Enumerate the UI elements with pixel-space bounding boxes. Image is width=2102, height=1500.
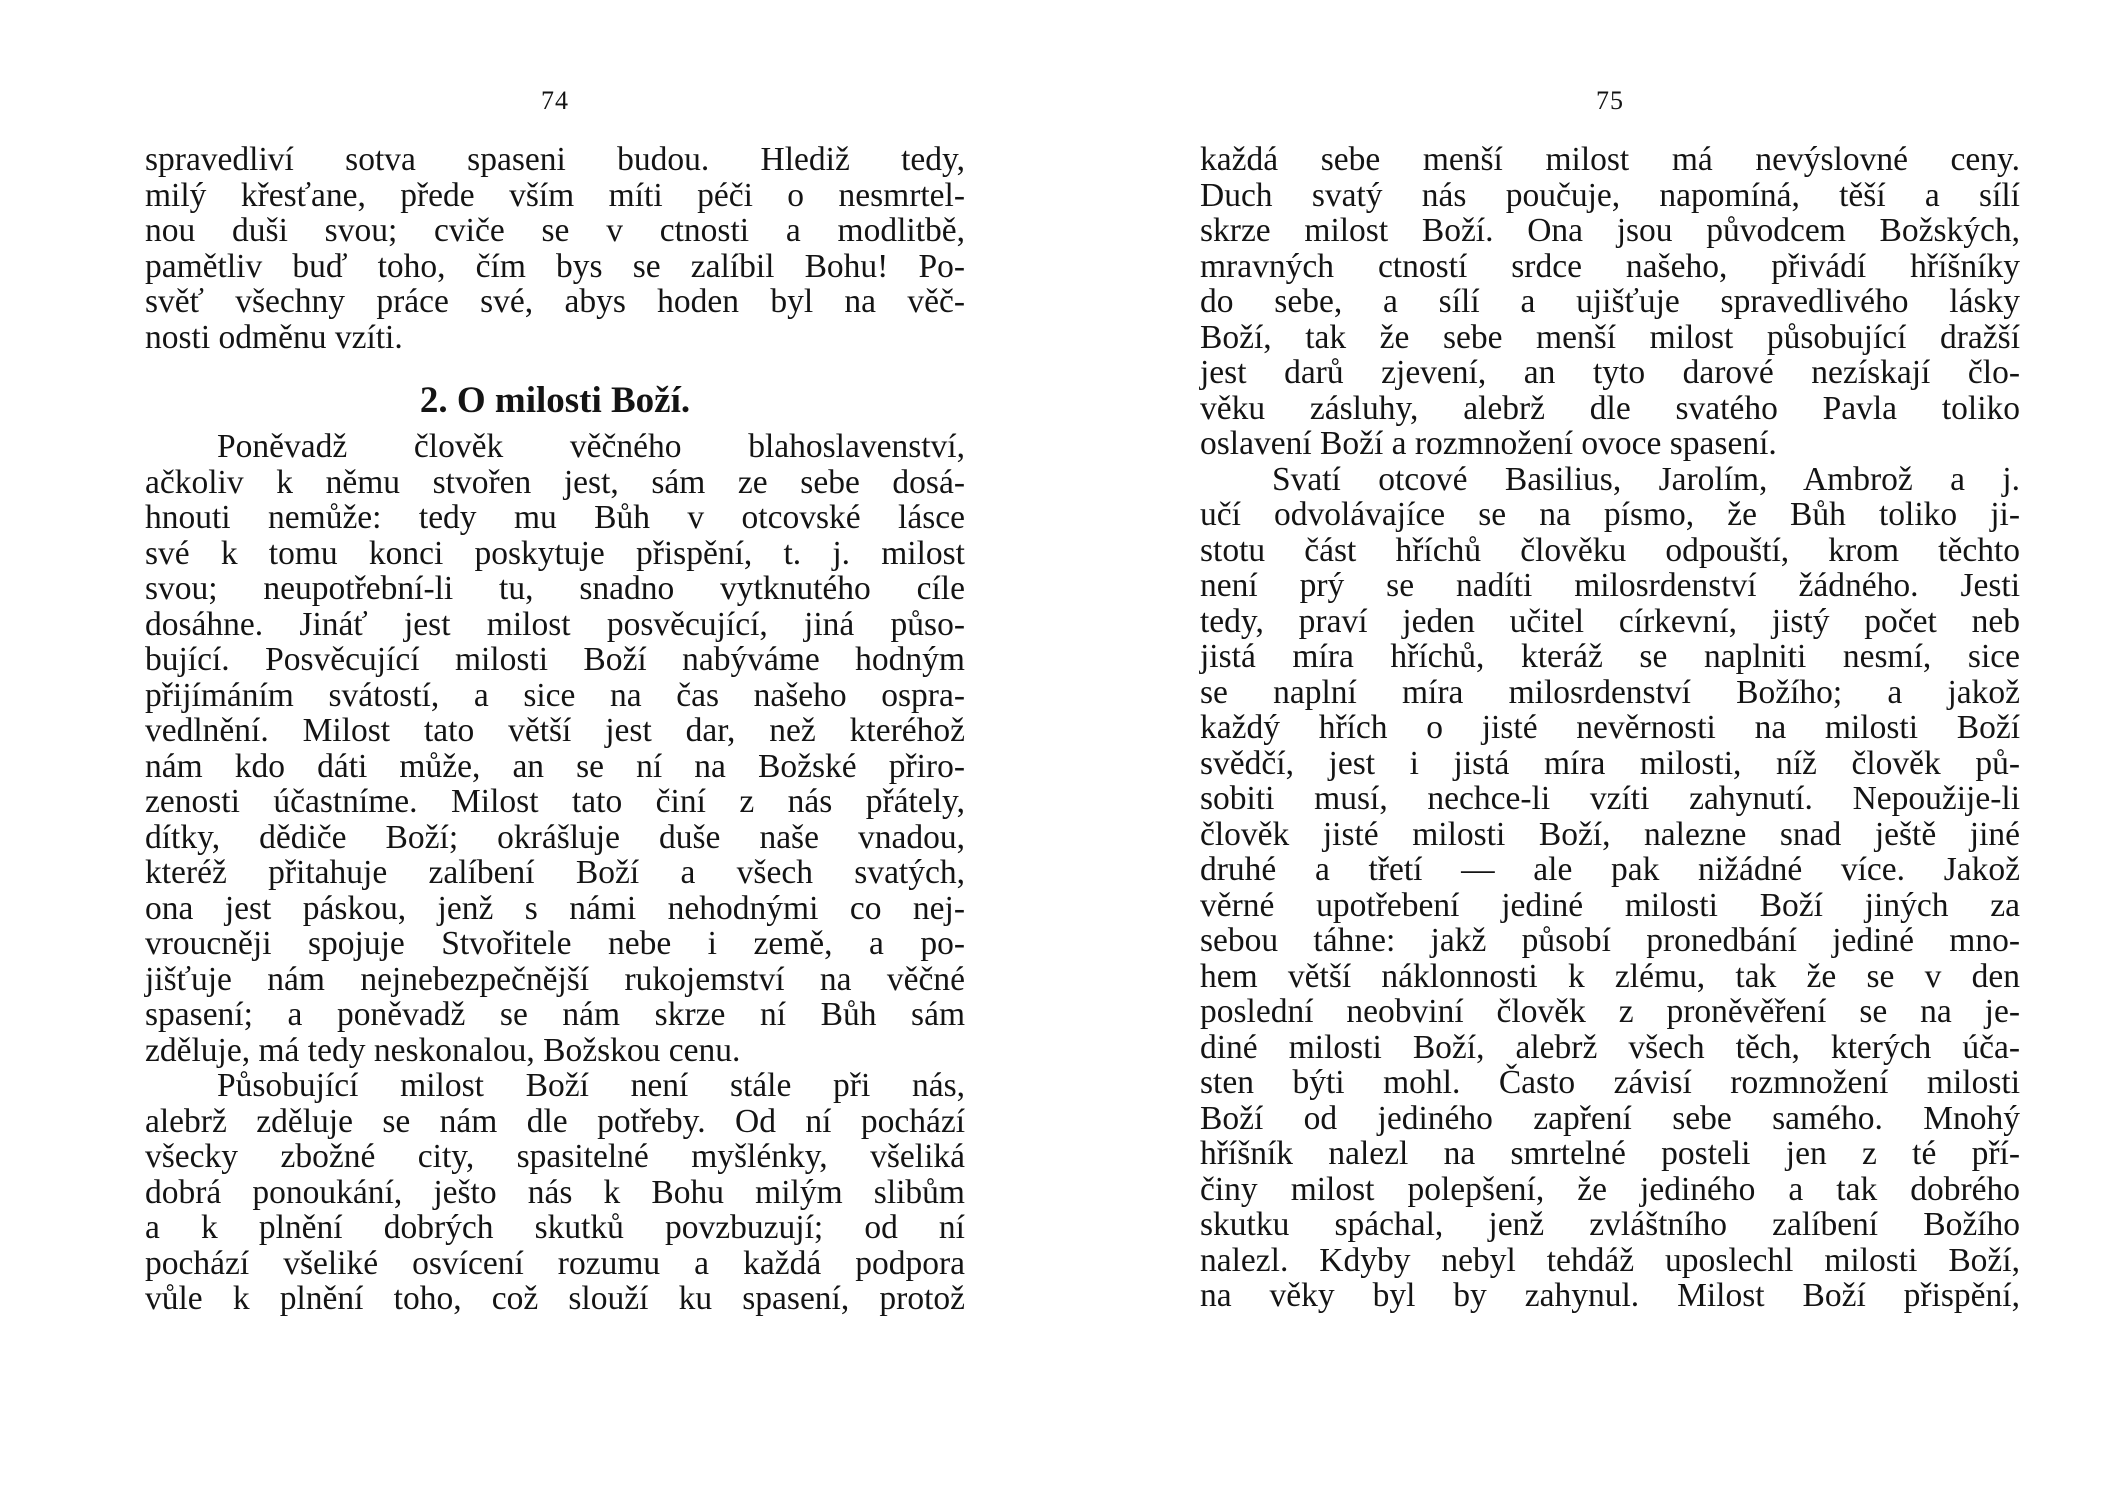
page-number: 75 [1596,86,1624,115]
text-line: nosti odměnu vzíti. [145,318,403,356]
text-line: dosáhne. Jináť jest milost posvěcující, jiná půso- [145,605,965,643]
text-line: Boží, tak že sebe menší milost působující dražší [1200,318,2020,356]
text-line: Poněvadž člověk věčného blahoslavenství, [217,428,965,465]
text-line: Boží od jediného zapření sebe samého. Mnohý [1200,1099,2020,1137]
text-line: věrné upotřebení jediné milosti Boží jiných za [1200,886,2020,924]
text-line: zděluje, má tedy neskonalou, Božskou cenu. [145,1031,741,1069]
text-line: sebou táhne: jakž působí pronedbání jediné mno- [1200,922,2020,959]
text-line: oslavení Boží a rozmnožení ovoce spasení. [1200,425,1777,462]
text-line: skutku spáchal, jenž zvláštního zalíbení Božího [1200,1206,2020,1243]
text-line: dítky, dědiče Boží; okrášluje duše naše vnadou, [145,818,965,856]
text-line: sobiti musí, nechce-li vzíti zahynutí. Nepoužije-li [1200,780,2020,817]
text-line: pamětliv buď toho, čím bys se zalíbil Bohu! Po- [145,247,965,285]
text-line: diné milosti Boží, alebrž všech těch, kterých úča- [1200,1028,2020,1066]
text-line: bující. Posvěcující milosti Boží nabýváme hodným [145,641,965,678]
text-line: svou; neupotřební-li tu, snadno vytknutého cíle [145,570,965,607]
text-line: se naplní míra milosrdenství Božího; a jakož [1200,673,2020,711]
text-line: do sebe, a sílí a ujišťuje spravedlivého lásky [1200,283,2020,320]
text-line: každý hřích o jisté nevěrnosti na milosti Boží [1200,709,2020,746]
text-line: alebrž zděluje se nám dle potřeby. Od ní pochází [145,1102,965,1140]
text-line: hříšník nalezl na smrtelné posteli jen z té pří- [1200,1135,2020,1172]
text-line: zenosti účastníme. Milost tato činí z nás přátely, [145,783,965,820]
text-line: své k tomu konci poskytuje přispění, t. j. milost [145,534,965,572]
text-line: Působující milost Boží není stále při nás, [217,1067,965,1104]
text-line: činy milost polepšení, že jediného a tak dobrého [1200,1170,2020,1208]
text-line: jistá míra hříchů, kteráž se naplniti nesmí, sice [1200,638,2020,675]
text-line: spravedliví sotva spaseni budou. Hlediž tedy, [145,141,965,178]
text-line: hnouti nemůže: tedy mu Bůh v otcovské lásce [145,499,965,536]
text-line: všecky zbožné city, spasitelné myšlénky, všeliká [145,1138,965,1175]
text-line: spasení; a poněvadž se nám skrze ní Bůh sám [145,996,965,1033]
text-line: stotu část hříchů člověku odpouští, krom těchto [1200,531,2020,569]
text-line: nou duši svou; cviče se v ctnosti a modlitbě, [145,212,965,249]
text-line: nalezl. Kdyby nebyl tehdáž uposlechl milosti Boží, [1200,1241,2020,1279]
text-line: skrze milost Boží. Ona jsou původcem Božských, [1200,212,2020,249]
text-line: kteréž přitahuje zalíbení Boží a všech svatých, [145,854,965,891]
text-line: druhé a třetí — ale pak nižádné více. Jakož [1200,851,2020,888]
text-line: každá sebe menší milost má nevýslovné ceny. [1200,141,2020,178]
text-line: svěť všechny práce své, abys hoden byl na věč- [145,283,965,320]
text-line: hem větší náklonnosti k zlému, tak že se v den [1200,957,2020,995]
section-heading: 2. O milosti Boží. [419,380,691,421]
text-line: nám kdo dáti může, an se ní na Božské přiro- [145,747,965,785]
text-line: dobrá ponoukání, ješto nás k Bohu milým slibům [145,1173,965,1211]
text-line: jest darů zjevení, an tyto darové nezískají člo- [1200,354,2020,391]
text-line: mravných ctností srdce našeho, přivádí hříšníky [1200,247,2020,285]
text-line: poslední neobviní člověk z proněvěření se na je- [1200,993,2020,1030]
text-line: vroucněji spojuje Stvořitele nebe i země, a po- [145,925,965,962]
text-line: Svatí otcové Basilius, Jarolím, Ambrož a j. [1272,460,2020,498]
text-line: jišťuje nám nejnebezpečnější rukojemství na věčné [145,960,965,998]
page-number: 74 [541,86,569,115]
page-text [145,142,965,1317]
text-line: přijímáním svátostí, a sice na čas našeho ospra- [145,676,965,714]
text-line: tedy, praví jeden učitel církevní, jistý počet neb [1200,602,2020,640]
text-line: a k plnění dobrých skutků povzbuzují; od ní [145,1209,965,1246]
text-line: na věky byl by zahynul. Milost Boží přispění, [1200,1277,2020,1314]
text-line: není prý se nadíti milosrdenství žádného. Jesti [1200,567,2020,604]
text-line: ona jest páskou, jenž s námi nehodnými co nej- [145,889,965,927]
page-text [1200,142,2020,1314]
text-line: vedlnění. Milost tato větší jest dar, než kteréhož [145,712,965,749]
text-line: sten býti mohl. Často závisí rozmnožení milosti [1200,1064,2020,1101]
text-line: člověk jisté milosti Boží, nalezne snad ještě jiné [1200,815,2020,853]
text-line: milý křesťane, přede vším míti péči o nesmrtel- [145,176,965,214]
text-line: ačkoliv k němu stvořen jest, sám ze sebe dosá- [145,463,965,501]
text-line: Duch svatý nás poučuje, napomíná, těší a sílí [1200,176,2020,214]
text-line: svědčí, jest i jistá míra milosti, níž člověk pů- [1200,744,2020,782]
text-line: věku zásluhy, alebrž dle svatého Pavla toliko [1200,389,2020,427]
text-line: vůle k plnění toho, což slouží ku spasení, protož [145,1280,965,1317]
text-line: pochází všeliké osvícení rozumu a každá podpora [145,1244,965,1282]
text-line: učí odvolávajíce se na písmo, že Bůh toliko ji- [1200,496,2020,533]
